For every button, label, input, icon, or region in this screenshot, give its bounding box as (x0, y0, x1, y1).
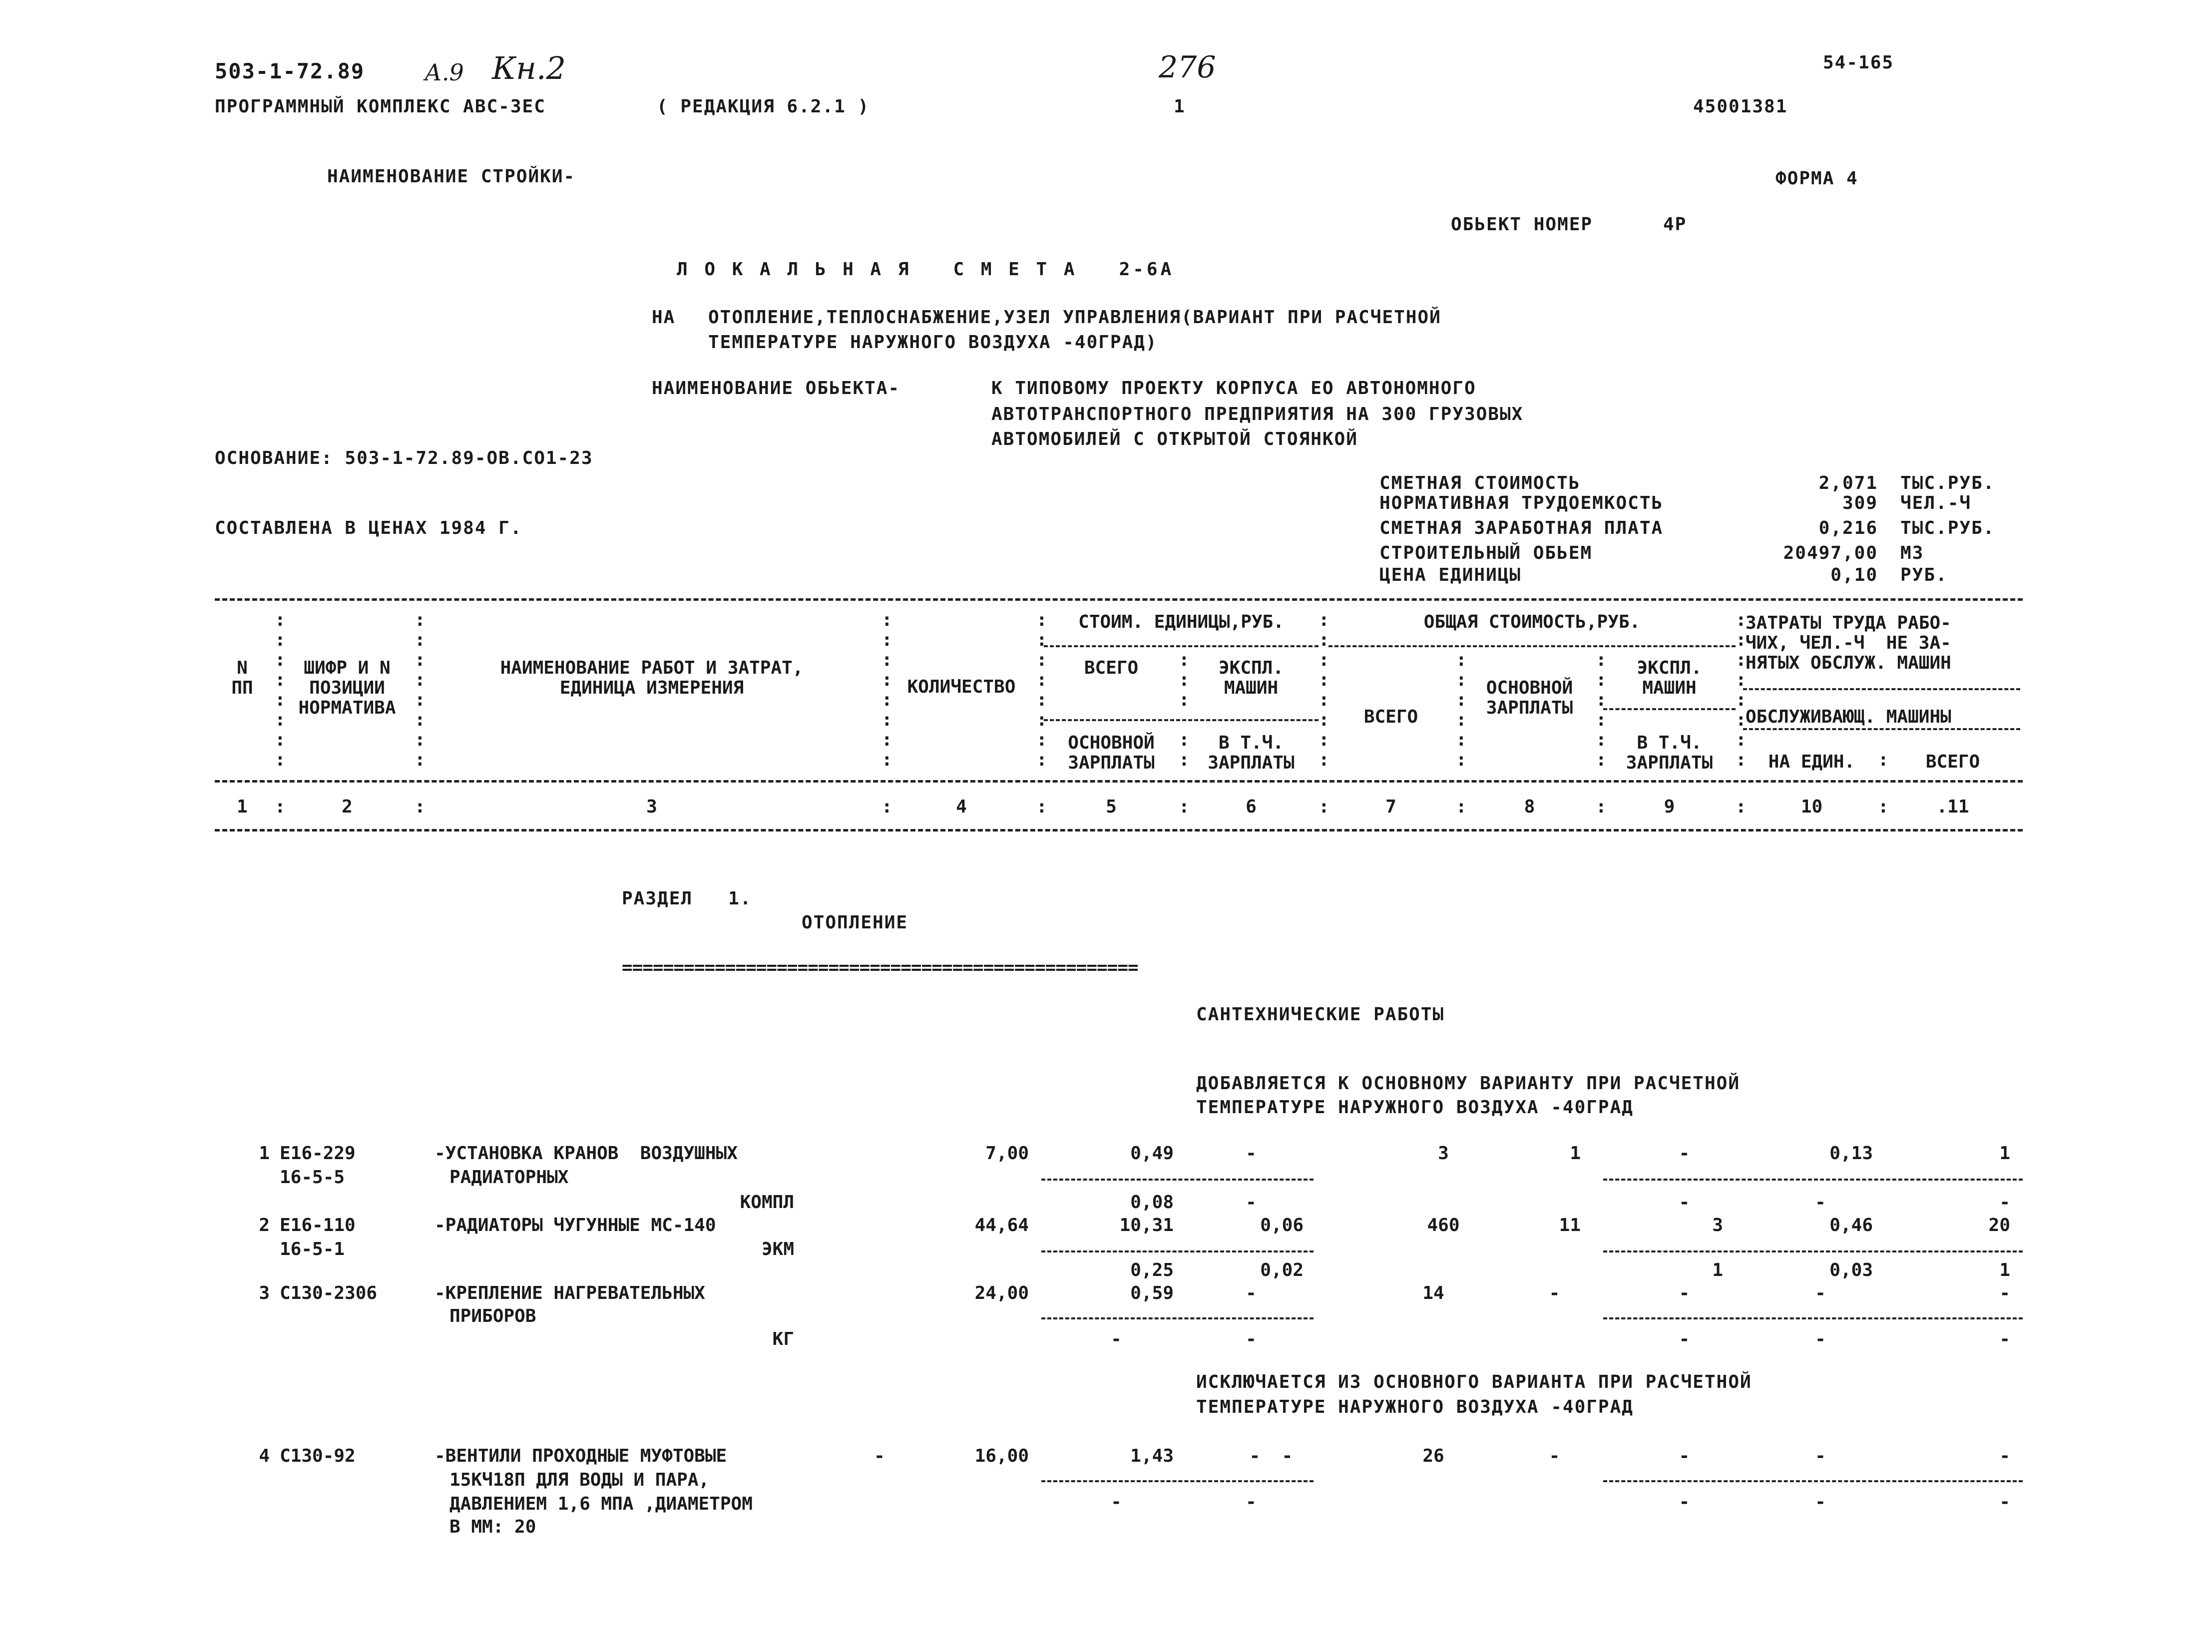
row-unit-total: 0,49 (1130, 1143, 1174, 1164)
header-total-incl-salary: В Т.Ч. ЗАРПЛАТЫ (1626, 733, 1713, 773)
header-unit-cost: СТОИМ. ЕДИНИЦЫ,РУБ. (1078, 612, 1284, 632)
row-total: 460 (1427, 1215, 1460, 1236)
row-name: -ВЕНТИЛИ ПРОХОДНЫЕ МУФТОВЫЕ (435, 1446, 727, 1466)
row-unit-machines: - (1246, 1143, 1257, 1164)
header-labor-service: ОБСЛУЖИВАЮЩ. МАШИНЫ (1746, 707, 1951, 727)
column-separator: : : : : : : (1596, 650, 1607, 770)
row-labor2-unit: - (1815, 1192, 1826, 1213)
column-number-separators: : (275, 797, 286, 817)
header-unit-total: ВСЕГО (1084, 658, 1139, 678)
row-total-incl: - (1679, 1492, 1690, 1512)
header-subrule (1743, 688, 2020, 690)
row-unit-incl: - (1246, 1329, 1257, 1349)
row-unit-incl: 0,02 (1260, 1260, 1304, 1280)
handwritten-annotation-book: Кн.2 (492, 50, 566, 86)
header-code: ШИФР И N ПОЗИЦИИ НОРМАТИВА (298, 658, 396, 718)
page-number: 1 (1174, 96, 1186, 117)
column-number: .11 (1936, 797, 1969, 817)
table-numbers-rule (215, 829, 2023, 831)
row-unit-machines: - (1246, 1283, 1257, 1303)
excluded-note-line-2: ТЕМПЕРАТУРЕ НАРУЖНОГО ВОЗДУХА -40ГРАД (1196, 1397, 1634, 1417)
row-subrule (1041, 1179, 1314, 1181)
row-labor2-unit: - (1815, 1329, 1826, 1349)
column-number: 4 (956, 797, 967, 817)
row-total-basic: 1 (1570, 1143, 1581, 1164)
estimate-subject-line-2: ТЕМПЕРАТУРЕ НАРУЖНОГО ВОЗДУХА -40ГРАД) (708, 332, 1158, 353)
estimate-title: Л О К А Л Ь Н А Я С М Е Т А 2-6А (677, 259, 1175, 280)
row-code: С130-92 (280, 1446, 356, 1466)
program-edition: ( РЕДАКЦИЯ 6.2.1 ) (657, 96, 870, 117)
column-number-separators: : (882, 797, 892, 817)
header-total-all: ВСЕГО (1363, 707, 1418, 727)
row-unit: ЭКМ (761, 1239, 794, 1259)
row-name: -РАДИАТОРЫ ЧУГУННЫЕ МС-140 (435, 1215, 716, 1236)
object-name-line-2: АВТОТРАНСПОРТНОГО ПРЕДПРИЯТИЯ НА 300 ГРУЗОВЫХ (991, 404, 1524, 424)
row-number: 3 (259, 1283, 270, 1303)
summary-value: 20497,00 (1783, 543, 1878, 563)
row-labor-unit: 0,13 (1829, 1143, 1873, 1164)
row-total: 14 (1422, 1283, 1444, 1303)
object-name-label: НАИМЕНОВАНИЕ ОБЬЕКТА- (652, 378, 900, 399)
summary-label: ЦЕНА ЕДИНИЦЫ (1379, 565, 1522, 585)
column-separator: : : (1179, 730, 1190, 770)
summary-unit: ТЫС.РУБ. (1900, 473, 1995, 493)
summary-value: 0,10 (1830, 565, 1878, 585)
summary-unit: ТЫС.РУБ. (1900, 518, 1995, 538)
row-unit: КГ (772, 1329, 794, 1349)
row-name-cont: ПРИБОРОВ (449, 1306, 536, 1326)
row-unit-total: 10,31 (1119, 1215, 1174, 1236)
row-labor2-unit: 0,03 (1829, 1260, 1873, 1280)
row-labor-total: 1 (1999, 1143, 2010, 1164)
row-labor2-total: 1 (1999, 1260, 2010, 1280)
row-code: Е16-110 (280, 1215, 356, 1236)
row-total-incl: 1 (1712, 1260, 1723, 1280)
table-header-rule (215, 780, 2023, 783)
object-name-line-3: АВТОМОБИЛЕЙ С ОТКРЫТОЙ СТОЯНКОЙ (991, 429, 1358, 449)
column-number-separators: : (1878, 797, 1889, 817)
construction-name-label: НАИМЕНОВАНИЕ СТРОЙКИ- (327, 166, 576, 187)
row-subrule (1041, 1250, 1314, 1252)
row-labor2-total: - (1999, 1329, 2010, 1349)
row-labor2-total: - (1999, 1192, 2010, 1213)
row-total: 3 (1438, 1143, 1449, 1164)
header-total-cost: ОБЩАЯ СТОИМОСТЬ,РУБ. (1423, 612, 1641, 632)
row-code: Е16-229 (280, 1143, 356, 1164)
row-subrule (1041, 1480, 1314, 1482)
row-labor2-unit: - (1815, 1492, 1826, 1512)
row-labor-total: 20 (1988, 1215, 2010, 1236)
row-code: С130-2306 (280, 1283, 378, 1303)
row-total-basic: 11 (1559, 1215, 1581, 1236)
section-name: ОТОПЛЕНИЕ (802, 912, 908, 933)
row-unit-basic: 0,08 (1130, 1192, 1174, 1213)
row-total-machines: 3 (1712, 1215, 1723, 1236)
column-number: 2 (342, 797, 353, 817)
header-subrule (1743, 728, 2020, 730)
column-number-separators: : (1319, 797, 1329, 817)
row-total: 26 (1422, 1446, 1444, 1466)
row-total-machines: - (1679, 1283, 1690, 1303)
row-total-machines: - (1679, 1446, 1690, 1466)
header-subrule (1603, 708, 1736, 710)
row-unit-total: 1,43 (1130, 1446, 1174, 1466)
estimate-subject-line-1: ОТОПЛЕНИЕ,ТЕПЛОСНАБЖЕНИЕ,УЗЕЛ УПРАВЛЕНИЯ(ВАРИАНТ ПРИ РАСЧЕТНОЙ (708, 307, 1441, 328)
column-separator: : : : : : : : : (275, 610, 286, 770)
header-labor-total: ВСЕГО (1925, 752, 1980, 772)
row-name: -УСТАНОВКА КРАНОВ ВОЗДУШНЫХ (435, 1143, 738, 1164)
row-subrule (1603, 1317, 2023, 1319)
basis: ОСНОВАНИЕ: 503-1-72.89-ОВ.СО1-23 (215, 448, 593, 468)
row-quantity: 44,64 (974, 1215, 1029, 1236)
header-total-machines: ЭКСПЛ. МАШИН (1637, 658, 1702, 698)
handwritten-page-number: 276 (1159, 50, 1216, 85)
column-separator: : : : (1179, 650, 1190, 710)
column-number-separators: : (415, 797, 426, 817)
column-number: 6 (1246, 797, 1257, 817)
program-name: ПРОГРАММНЫЙ КОМПЛЕКС АВС-ЗЕС (215, 96, 546, 117)
sheet-number: 54-165 (1823, 52, 1894, 73)
header-subrule (1328, 645, 1736, 647)
summary-value: 0,216 (1818, 518, 1878, 538)
column-number: 5 (1106, 797, 1117, 817)
summary-label: СМЕТНАЯ СТОИМОСТЬ (1379, 473, 1581, 493)
header-work-name: НАИМЕНОВАНИЕ РАБОТ И ЗАТРАТ, ЕДИНИЦА ИЗМЕРЕНИЯ (500, 658, 804, 698)
section-label: РАЗДЕЛ 1. (622, 888, 752, 909)
row-number: 2 (259, 1215, 270, 1236)
summary-unit: ЧЕЛ.-Ч (1900, 493, 1972, 513)
row-subrule (1603, 1179, 2023, 1181)
row-unit-basic: - (1111, 1492, 1122, 1512)
row-unit-incl: - (1246, 1192, 1257, 1213)
row-labor-unit: - (1815, 1446, 1826, 1466)
row-number: 1 (259, 1143, 270, 1164)
column-number: 1 (237, 797, 248, 817)
row-labor-total: - (1999, 1446, 2010, 1466)
row-name-cont: В ММ: 20 (449, 1517, 536, 1537)
row-unit-machines: - - (1249, 1446, 1293, 1466)
column-number: 7 (1385, 797, 1396, 817)
row-labor-unit: - (1815, 1283, 1826, 1303)
column-number-separators: : (1179, 797, 1190, 817)
row-quantity: 16,00 (974, 1446, 1029, 1466)
header-labor: ЗАТРАТЫ ТРУДА РАБО- ЧИХ, ЧЕЛ.-Ч НЕ ЗА- НЯТЫХ ОБСЛУЖ. МАШИН (1746, 613, 1951, 673)
added-note-line-1: ДОБАВЛЯЕТСЯ К ОСНОВНОМУ ВАРИАНТУ ПРИ РАСЧЕТНОЙ (1196, 1073, 1740, 1094)
header-unit-machines: ЭКСПЛ. МАШИН (1218, 658, 1284, 698)
column-number-separators: : (1736, 797, 1747, 817)
row-unit-basic: 0,25 (1130, 1260, 1174, 1280)
row-total-basic: - (1549, 1446, 1560, 1466)
row-code-sub: 16-5-5 (280, 1167, 345, 1188)
header-subrule (1044, 645, 1319, 647)
column-separator: : : : : : : : : (1736, 610, 1747, 770)
column-number: 3 (646, 797, 657, 817)
row-minus-mark: - (874, 1446, 885, 1466)
summary-label: НОРМАТИВНАЯ ТРУДОЕМКОСТЬ (1379, 493, 1664, 513)
header-total-basic-salary: ОСНОВНОЙ ЗАРПЛАТЫ (1486, 678, 1573, 718)
row-name-cont: РАДИАТОРНЫХ (449, 1167, 569, 1188)
estimate-for-label: НА (652, 307, 676, 328)
summary-label: СМЕТНАЯ ЗАРАБОТНАЯ ПЛАТА (1379, 518, 1664, 538)
handwritten-annotation-a: А.9 (425, 59, 464, 86)
row-name-cont: ДАВЛЕНИЕМ 1,6 МПА ,ДИАМЕТРОМ (449, 1494, 753, 1514)
column-number: 9 (1664, 797, 1675, 817)
row-name-cont: 15КЧ18П ДЛЯ ВОДЫ И ПАРА, (449, 1470, 710, 1490)
row-subrule (1603, 1480, 2023, 1482)
header-labor-per-unit: НА ЕДИН. (1768, 752, 1855, 772)
summary-value: 2,071 (1818, 473, 1878, 493)
row-unit-machines: 0,06 (1260, 1215, 1304, 1236)
row-labor2-total: - (1999, 1492, 2010, 1512)
column-separator: : : : : : : (1456, 650, 1467, 770)
row-code-sub: 16-5-1 (280, 1239, 345, 1259)
document-id: 45001381 (1693, 96, 1788, 117)
column-separator: : : : : : : : : (1319, 610, 1329, 770)
object-name-line-1: К ТИПОВОМУ ПРОЕКТУ КОРПУСА ЕО АВТОНОМНОГО (991, 378, 1476, 399)
summary-unit: РУБ. (1900, 565, 1948, 585)
object-number: 4Р (1663, 214, 1687, 235)
row-total-machines: - (1679, 1143, 1690, 1164)
table-top-rule (215, 598, 2023, 601)
row-labor-unit: 0,46 (1829, 1215, 1873, 1236)
column-separator: : : : : : : : : (1036, 610, 1047, 770)
column-separator: : : : : : : : : (882, 610, 892, 770)
column-number: 8 (1524, 797, 1535, 817)
column-number-separators: : (1036, 797, 1047, 817)
header-unit-basic-salary: ОСНОВНОЙ ЗАРПЛАТЫ (1068, 733, 1155, 773)
column-separator: : : : : : : : : (415, 610, 426, 770)
row-unit-total: 0,59 (1130, 1283, 1174, 1303)
row-labor-total: - (1999, 1283, 2010, 1303)
summary-label: СТРОИТЕЛЬНЫЙ ОБЬЕМ (1379, 543, 1593, 563)
column-number-separators: : (1456, 797, 1467, 817)
summary-value: 309 (1842, 493, 1878, 513)
header-subrule (1044, 719, 1319, 721)
row-subrule (1041, 1317, 1314, 1319)
row-total-incl: - (1679, 1192, 1690, 1213)
row-total-incl: - (1679, 1329, 1690, 1349)
price-level: СОСТАВЛЕНА В ЦЕНАХ 1984 Г. (215, 518, 522, 538)
form-label: ФОРМА 4 (1775, 168, 1858, 189)
header-unit-incl-salary: В Т.Ч. ЗАРПЛАТЫ (1208, 733, 1295, 773)
added-note-line-2: ТЕМПЕРАТУРЕ НАРУЖНОГО ВОЗДУХА -40ГРАД (1196, 1097, 1634, 1118)
row-unit-incl: - (1246, 1492, 1257, 1512)
row-subrule (1603, 1250, 2023, 1252)
doc-code: 503-1-72.89 (215, 59, 365, 83)
row-unit: КОМПЛ (740, 1192, 794, 1213)
row-number: 4 (259, 1446, 270, 1466)
header-row-number: N ПП (231, 658, 253, 698)
section-underline: ================================================== (622, 957, 1138, 978)
row-total-basic: - (1549, 1283, 1560, 1303)
row-unit-basic: - (1111, 1329, 1122, 1349)
object-number-label: ОБЬЕКТ НОМЕР (1451, 214, 1593, 235)
row-name: -КРЕПЛЕНИЕ НАГРЕВАТЕЛЬНЫХ (435, 1283, 705, 1303)
header-quantity: КОЛИЧЕСТВО (907, 677, 1016, 697)
subsection-title: САНТЕХНИЧЕСКИЕ РАБОТЫ (1196, 1004, 1445, 1025)
row-quantity: 24,00 (974, 1283, 1029, 1303)
column-separator: : (1878, 750, 1889, 770)
row-quantity: 7,00 (985, 1143, 1029, 1164)
summary-unit: М3 (1900, 543, 1924, 563)
excluded-note-line-1: ИСКЛЮЧАЕТСЯ ИЗ ОСНОВНОГО ВАРИАНТА ПРИ РАСЧЕТНОЙ (1196, 1372, 1752, 1392)
column-number-separators: : (1596, 797, 1607, 817)
column-number: 10 (1800, 797, 1823, 817)
